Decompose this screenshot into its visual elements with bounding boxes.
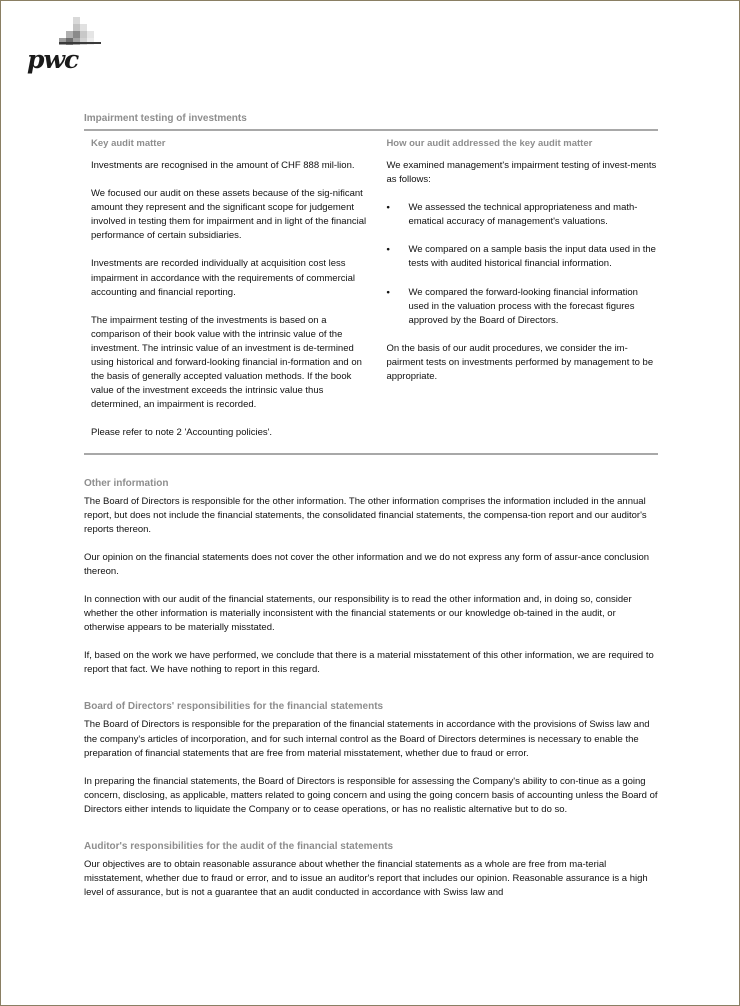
audit-response-column: [372, 131, 658, 453]
other-information-heading: Other information: [84, 477, 169, 489]
bullet-marker: •: [386, 286, 390, 298]
kam-paragraph: Please refer to note 2 'Accounting policies'.: [91, 427, 273, 439]
kam-paragraph: The impairment testing of the investments is based on a comparison of their book value with the intrinsic value of the investment. The intrinsic value of an investment is de-termined using historical and forward-looking financial in-formation and on the basis of generally accepted valuation methods. If the book value of the investment exceeds the intrinsic value thus determined, an impairment is recorded.: [91, 314, 362, 411]
response-column-heading: How our audit addressed the key audit matter: [386, 138, 593, 149]
paragraph: Our objectives are to obtain reasonable assurance about whether the financial statements as a whole are free from ma-terial misstatement, whether due to fraud or error, and to issue an auditor's report that includes our opinion. Reasonable assurance is a high level of assurance, but is not a guarantee that an audit conducted in accordance with Swiss law and: [84, 859, 648, 899]
kam-column-heading: Key audit matter: [91, 138, 166, 149]
auditor-responsibilities-heading: Auditor's responsibilities for the audit of the financial statements: [84, 841, 394, 852]
response-bullet-list: [386, 201, 658, 328]
board-responsibilities-section: [84, 700, 658, 817]
report-content: [84, 112, 658, 914]
paragraph: The Board of Directors is responsible for the other information. The other information comprises the information included in the annual report, but does not include the financial statements, the consolidated financial statements, the compensa-tion report and our auditor's reports thereon.: [84, 495, 647, 535]
paragraph: Our opinion on the financial statements does not cover the other information and we do not express any form of assur-ance conclusion thereon.: [84, 551, 650, 577]
paragraph: In connection with our audit of the financial statements, our responsibility is to read the other information and, in doing so, consider whether the other information is materially inconsistent with the financial statements or our knowledge ob-tained in the audit, or otherwise appears to be materially misstated.: [84, 593, 632, 634]
pwc-wordmark: pwc: [27, 45, 79, 74]
bullet-text: We compared on a sample basis the input data used in the tests with audited historical financial information.: [408, 244, 656, 270]
other-information-section: [84, 477, 658, 678]
list-item: [386, 286, 658, 328]
response-intro: We examined management's impairment testing of invest-ments as follows:: [386, 160, 657, 186]
list-item: [386, 243, 658, 271]
paragraph: The Board of Directors is responsible for the preparation of the financial statements in accordance with the provisions of Swiss law and the company's articles of incorporation, and for such internal control as the Board of Directors determines is necessary to enable the preparation of financial statements that are free from material misstatement, whether due to fraud or error.: [84, 719, 650, 759]
kam-paragraph: Investments are recognised in the amount of CHF 888 mil-lion.: [91, 160, 355, 171]
paragraph: In preparing the financial statements, the Board of Directors is responsible for assessing the Company's ability to con-tinue as a going concern, disclosing, as applicable, matters related to going concern and using the going concern basis of accounting unless the Board of Directors either intends to liquidate the Company or to cease operations, or has no realistic alternative but to do so.: [84, 775, 658, 815]
list-item: [386, 201, 658, 229]
bullet-marker: •: [386, 202, 390, 214]
paragraph: If, based on the work we have performed, we conclude that there is a material misstatement of this other information, we are required to report that fact. We have nothing to report in this regard.: [84, 650, 654, 676]
board-responsibilities-heading: Board of Directors' responsibilities for the financial statements: [84, 701, 384, 713]
key-audit-matter-column: [84, 131, 372, 453]
response-conclusion: On the basis of our audit procedures, we consider the im-pairment tests on investments performed by management to be appropriate.: [386, 342, 654, 383]
bullet-text: We assessed the technical appropriateness and math-ematical accuracy of management's valuations.: [408, 202, 638, 228]
kam-paragraph: Investments are recorded individually at acquisition cost less impairment in accordance with the requirements of commercial accounting and financial reporting.: [91, 258, 355, 298]
kam-paragraph: We focused our audit on these assets because of the sig-nificant amount they represent and the significant scope for judgement involved in testing them for impairment and in light of the financial performance of certain subsidiaries.: [91, 188, 367, 242]
key-audit-matter-table: [84, 129, 658, 455]
bullet-marker: •: [386, 244, 390, 256]
auditor-responsibilities-section: [84, 840, 658, 900]
pwc-logo: [27, 17, 103, 73]
impairment-heading: Impairment testing of investments: [84, 113, 247, 124]
bullet-text: We compared the forward-looking financial information used in the valuation process with the forecast figures approved by the Board of Directors.: [408, 286, 638, 326]
